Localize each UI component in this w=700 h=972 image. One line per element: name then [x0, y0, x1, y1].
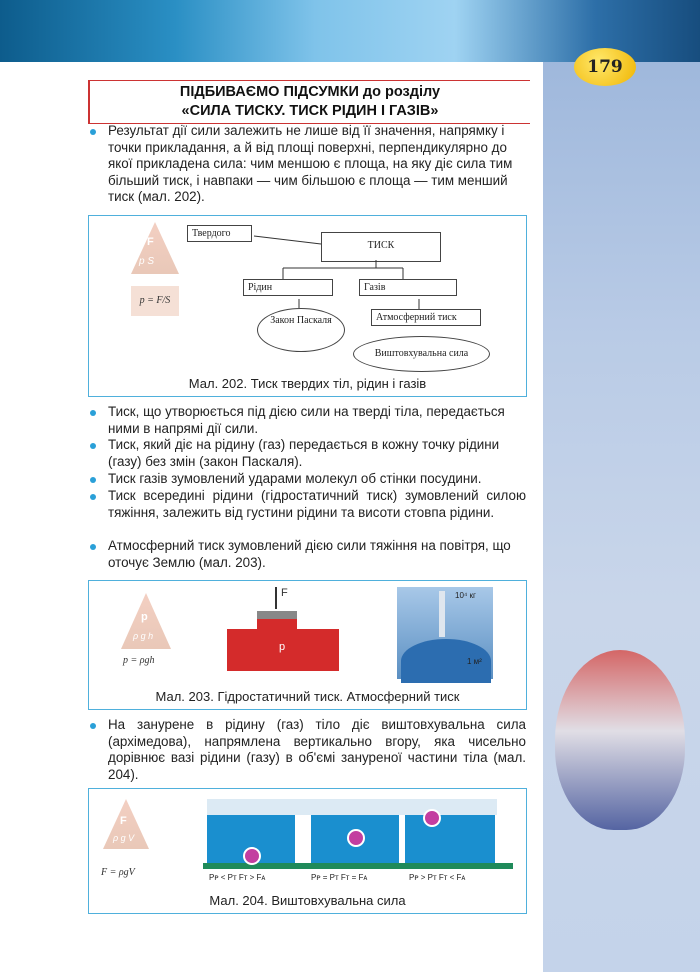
paragraph: Результат дії сили залежить не лише від її значення, напрямку і точки прикладання, а й від площі поверхні, перпендикулярно до якої прикладена сила: чим меншою є площа, на яку діє сила тим більший тиск, і навпаки — чим більшою є площа — тим менший тиск (мал. 202).	[108, 123, 526, 206]
mass-label: 10⁴ кг	[455, 591, 476, 600]
pressure-label: p	[279, 641, 286, 653]
sinking-ball	[243, 847, 261, 865]
paragraph: Тиск газів зумовлений ударами молекул об стінки посудини.	[108, 471, 526, 488]
title-line2: «СИЛА ТИСКУ. ТИСК РІДИН І ГАЗІВ»	[181, 103, 439, 119]
force-label: F	[281, 587, 288, 599]
force-arrow	[275, 587, 277, 609]
paragraph: Атмосферний тиск зумовлений дією сили тяжіння на повітря, що оточує Землю (мал. 203).	[108, 538, 526, 571]
node-haziv: Газів	[359, 279, 457, 296]
condition-label: Pᴘ = Pт Fт = Fᴀ	[311, 873, 368, 882]
figure-caption: Мал. 204. Виштовхувальна сила	[209, 893, 406, 908]
condition-label: Pᴘ > Pт Fт < Fᴀ	[409, 873, 466, 882]
triangle-bottom: p S	[139, 256, 155, 267]
triangle-top: p	[141, 611, 148, 623]
piston	[257, 611, 297, 619]
paragraph: Тиск, який діє на рідину (газ) передається в кожну точку рідини (газу) без змін (закон Паскаля).	[108, 437, 526, 470]
node-tysk: ТИСК	[321, 232, 441, 262]
figure-caption: Мал. 203. Гідростатичний тиск. Атмосферний тиск	[155, 689, 460, 704]
triangle-top: F	[147, 236, 154, 248]
figure-203	[88, 580, 527, 710]
tank-air	[207, 799, 497, 815]
page-number: 179	[574, 48, 636, 86]
node-atmosfernyi: Атмосферний тиск	[371, 309, 481, 326]
node-tverdoho: Твердого	[187, 225, 252, 242]
formula: p = F/S	[131, 286, 179, 316]
node-ridyn: Рідин	[243, 279, 333, 296]
node-vyshtovkhuvalna: Виштовхувальна сила	[353, 336, 490, 372]
triangle-bottom: ρ g V	[113, 833, 135, 843]
bullet-icon	[90, 477, 96, 483]
paragraph: На занурене в рідину (газ) тіло діє виштовхувальна сила (архімедова), напрямлена вертикально вгору, яка чисельно дорівнює вазі рідини (газу) в об'ємі зануреної частини тіла (мал. 204).	[108, 717, 526, 783]
figure-204	[88, 788, 527, 914]
title-line1: ПІДБИВАЄМО ПІДСУМКИ до розділу	[179, 84, 441, 100]
air-column	[439, 591, 445, 637]
bullet-icon	[90, 410, 96, 416]
node-zakon-paskalya: Закон Паскаля	[257, 308, 345, 352]
area-label: 1 м²	[467, 657, 482, 666]
condition-label: Pᴘ < Pт Fт > Fᴀ	[209, 873, 266, 882]
bullet-icon	[90, 443, 96, 449]
bullet-icon	[90, 544, 96, 550]
rising-ball	[423, 809, 441, 827]
hot-air-balloon-decoration	[555, 650, 685, 830]
figure-202	[88, 215, 527, 397]
section-title	[88, 80, 530, 124]
paragraph: Тиск всередині рідини (гідростатичний тиск) зумовлений силою тяжіння, залежить від густини рідини та висоти стовпа рідини.	[108, 488, 526, 521]
side-sky-decoration	[543, 62, 700, 972]
formula: F = ρgV	[101, 867, 135, 878]
formula: p = ρgh	[123, 655, 155, 666]
triangle-top: F	[120, 815, 127, 827]
bullet-icon	[90, 494, 96, 500]
pascal-vessel-neck	[257, 617, 297, 631]
paragraph: Тиск, що утворюється під дією сили на тверді тіла, передається ними в напрямі дії сили.	[108, 404, 526, 437]
figure-caption: Мал. 202. Тиск твердих тіл, рідин і газів	[188, 376, 427, 391]
bullet-icon	[90, 723, 96, 729]
floating-ball	[347, 829, 365, 847]
bullet-icon	[90, 129, 96, 135]
diagram-connectors	[89, 216, 526, 396]
triangle-bottom: ρ g h	[133, 631, 154, 641]
